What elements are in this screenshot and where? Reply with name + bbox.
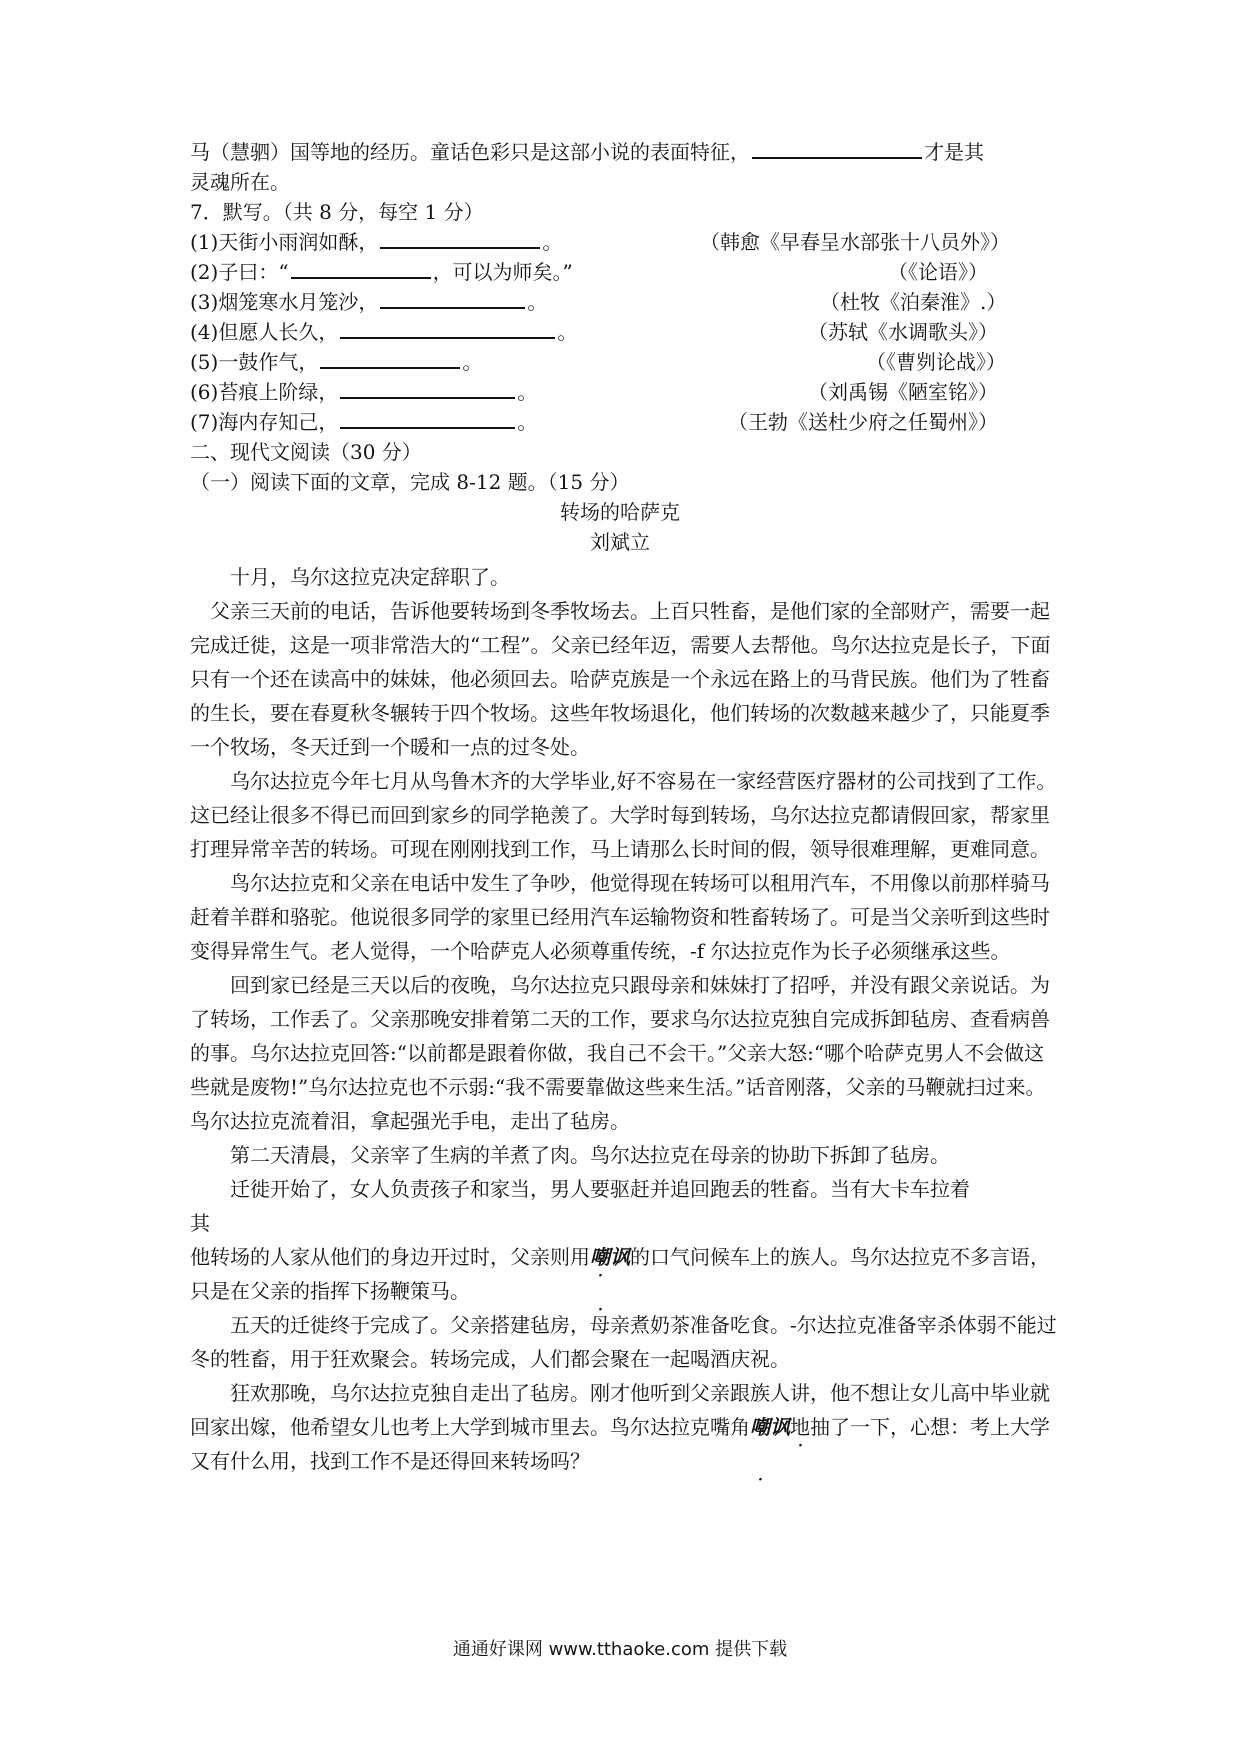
article-body [190, 560, 1060, 1478]
item-text: (1)天街小雨润如酥， [190, 230, 379, 254]
q7-source-1: （韩愈《早春呈水部张十八员外》） [700, 230, 1010, 254]
item-text: (3)烟笼寒水月笼沙， [190, 290, 379, 314]
item-text: (5)一鼓作气， [190, 350, 319, 374]
answer-blank[interactable] [340, 319, 555, 339]
paragraph-5: 回到家已经是三天以后的夜晚，乌尔达拉克只跟母亲和妹妹打了招呼，并没有跟父亲说话。为了转场，工作丢了。父亲那晚安排着第二天的工作，要求乌尔达拉克独自完成拆卸毡房、查看病兽的事。乌尔达拉克回答:“以前都是跟着你做，我自己不会干。”父亲大怒:“哪个哈萨克男人不会做这些就是废物!”乌尔达拉克也不示弱:“我不需要靠做这些来生活。”话音刚落，父亲的马鞭就扫过来。鸟尔达拉克流着泪，拿起强光手电，走出了毡房。 [190, 973, 1050, 1133]
q7-source-6: （刘禹锡《陋室铭》） [808, 380, 998, 404]
paragraph-4: 鸟尔达拉克和父亲在电话中发生了争吵，他觉得现在转场可以租用汽车，不用像以前那样骑马赶着羊群和骆驼。他说很多同学的家里已经用汽车运输物资和牲畜转场了。可是当父亲听到这些时变得异常生气。老人觉得，一个哈萨克人必须尊重传统，-f 尔达拉克作为长子必须继承这些。 [190, 871, 1050, 963]
item-end: 。 [557, 320, 578, 344]
text-span: 狂欢那晚，乌尔达拉克独自走出了毡房。刚才他听到父亲跟族人讲，他不想让女儿高中毕业就回家出嫁，他希望女儿也考上大学到城市里去。鸟尔达拉克嘴角 [190, 1381, 1050, 1439]
answer-blank[interactable] [752, 139, 922, 159]
q7-item-7 [190, 407, 537, 437]
q7-source-4: （苏轼《水调歌头》） [808, 320, 998, 344]
q7-item-3 [190, 287, 547, 317]
section-2-title: 二、现代文阅读（30 分） [190, 440, 422, 464]
item-text: (2)子曰：“ [190, 260, 289, 284]
item-end: ，可以为师矣。” [432, 260, 573, 284]
item-end: 。 [517, 380, 538, 404]
q7-source-5: （《曹刿论战》） [866, 350, 1006, 374]
text-span: 的口气问候车上的族人。鸟尔达拉克不多言语，只是在父亲的指挥下扬鞭策马。 [190, 1245, 1050, 1303]
paragraph-1: 十月，乌尔这拉克决定辞职了。 [230, 565, 510, 589]
item-end: 。 [527, 290, 548, 314]
intro-line-2: 灵魂所在。 [190, 170, 290, 194]
intro-text: 马（慧驷）国等地的经历。童话色彩只是这部小说的表面特征， [190, 140, 750, 164]
item-text: (4)但愿人长久， [190, 320, 339, 344]
item-end: 。 [462, 350, 483, 374]
article-title: 转场的哈萨克 [560, 500, 680, 524]
q7-item-6 [190, 377, 537, 407]
paragraph-3: 乌尔达拉克今年七月从鸟鲁木齐的大学毕业,好不容易在一家经营医疗器材的公司找到了工作。这已经让很多不得已而回到家乡的同学艳羡了。大学时每到转场，乌尔达拉克都请假回家，帮家里打理异常辛苦的转场。可现在刚刚找到工作，马上请那么长时间的假，领导很难理解，更难同意。 [190, 769, 1057, 861]
paragraph-7a: 迁徙开始了，女人负责孩子和家当，男人要驱赶并追回跑丢的牲畜。当有大卡车拉着 [230, 1177, 970, 1201]
text-span: 他转场的人家从他们的身边开过时，父亲则用 [190, 1245, 590, 1269]
q7-source-3: （杜牧《泊秦淮》.） [820, 290, 1007, 314]
item-text: (7)海内存知己， [190, 410, 339, 434]
intro-text-end: 才是其 [924, 140, 984, 164]
item-end: 。 [517, 410, 538, 434]
item-end: 。 [542, 230, 563, 254]
q7-item-4 [190, 317, 577, 347]
paragraph-8: 五天的迁徙终于完成了。父亲搭建毡房，母亲煮奶茶准备吃食。-尔达拉克准备宰杀体弱不能过冬的牲畜，用于狂欢聚会。转场完成，人们都会聚在一起喝酒庆祝。 [190, 1313, 1057, 1371]
paragraph-6: 第二天清晨，父亲宰了生病的羊煮了肉。鸟尔达拉克在母亲的协助下拆卸了毡房。 [230, 1143, 950, 1167]
q7-source-7: （王勃《送杜少府之任蜀州》） [728, 410, 998, 434]
answer-blank[interactable] [340, 409, 515, 429]
article-author: 刘斌立 [590, 530, 650, 554]
emphasized-word: 嘲讽 · · [750, 1415, 790, 1439]
q7-source-2: （《论语》） [888, 260, 988, 284]
q7-item-1 [190, 227, 562, 257]
answer-blank[interactable] [340, 379, 515, 399]
q7-item-2 [190, 257, 573, 287]
emphasized-word: 嘲讽 · · [590, 1245, 630, 1269]
paragraph-2: 父亲三天前的电话，告诉他要转场到冬季牧场去。上百只牲畜，是他们家的全部财产，需要一起完成迁徙，这是一项非常浩大的“工程”。父亲已经年迈，需要人去帮他。鸟尔达拉克是长子，下面只有一个还在读高中的妹妹，他必须回去。哈萨克族是一个永远在路上的马背民族。他们为了牲畜的生长，要在春夏秋冬辗转于四个牧场。这些年牧场退化，他们转场的次数越来越少了，只能夏季一个牧场，冬天迁到一个暖和一点的过冬处。 [190, 599, 1051, 759]
paragraph-7c [190, 1240, 1060, 1308]
answer-blank[interactable] [380, 289, 525, 309]
section-2-subtitle: （一）阅读下面的文章，完成 8-12 题。（15 分） [190, 470, 630, 494]
footer-credit: 通通好课网 www.tthaoke.com 提供下载 [452, 1639, 788, 1660]
q7-item-5 [190, 347, 482, 377]
paragraph-7b: 其 [190, 1211, 210, 1235]
paragraph-9 [190, 1376, 1060, 1478]
text-span: 地抽了一下，心想：考上大学又有什么用，找到工作不是还得回来转场吗？ [190, 1415, 1050, 1473]
answer-blank[interactable] [320, 349, 460, 369]
answer-blank[interactable] [291, 259, 431, 279]
item-text: (6)苔痕上阶绿， [190, 380, 339, 404]
question-7-title: 7．默写。（共 8 分，每空 1 分） [190, 200, 484, 224]
intro-line-1 [190, 137, 984, 167]
answer-blank[interactable] [380, 229, 540, 249]
